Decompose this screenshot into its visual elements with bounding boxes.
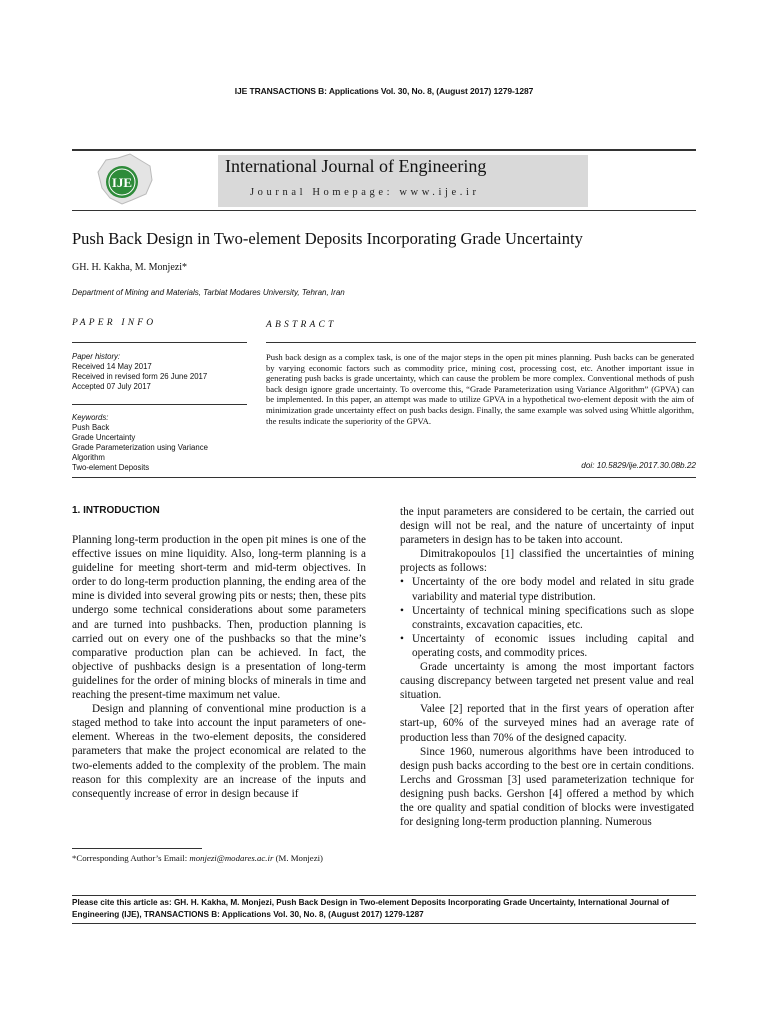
masthead-bottom-rule <box>72 210 696 211</box>
abstract-bottom-rule <box>72 477 696 478</box>
list-item: • Uncertainty of technical mining specifications such as slope constraints, excavation capacities, etc. <box>400 604 694 632</box>
doi: doi: 10.5829/ije.2017.30.08b.22 <box>581 461 696 470</box>
left-column <box>72 533 366 801</box>
authors: GH. H. Kakha, M. Monjezi* <box>72 262 187 273</box>
paragraph: the input parameters are considered to be certain, the carried out design will not be real, and the nature of uncertainty of input parameters in design has to be taken into account. <box>400 506 694 547</box>
abstract-heading: ABSTRACT <box>266 320 337 330</box>
corresponding-author-footnote <box>72 853 366 864</box>
affiliation: Department of Mining and Materials, Tarbiat Modares University, Tehran, Iran <box>72 288 345 297</box>
paragraph: Since 1960, numerous algorithms have been introduced to design push backs according to the best ore in certain conditions. Lerchs and Grossman [3] used parameterization technique for designing push backs. Gershon [4] offered a method by which the ore quality and spatial condition of blocks were investigated for designing long-term production planning. Numerous <box>400 745 694 829</box>
paper-history <box>72 352 252 392</box>
keywords-label: Keywords: <box>72 413 109 422</box>
footnote-label: *Corresponding Author’s Email: <box>72 853 188 863</box>
received-date: Received 14 May 2017 <box>72 362 152 371</box>
revised-date: Received in revised form 26 June 2017 <box>72 372 208 381</box>
masthead-top-rule <box>72 149 696 151</box>
journal-title: International Journal of Engineering <box>225 156 487 176</box>
paragraph: Dimitrakopoulos [1] classified the uncertainties of mining projects as follows: <box>400 548 694 575</box>
keywords-block <box>72 413 252 473</box>
journal-homepage: Journal Homepage: www.ije.ir <box>250 187 480 198</box>
right-column <box>400 505 694 829</box>
abstract-text: Push back design as a complex task, is one of the major steps in the open pit mines planning. Push backs can be generated by varying economic factors such as commodity price, mining cost, processing cost, etc. Another important issue in generating push backs is grade uncertainty, which can cause the problem be more complex. Conventional methods of push back design ignore grade uncertainty. To overcome this, “Grade Parameterization using Variance Algorithm” (GPVA) can be implemented. In this paper, an attempt was made to utilize GPVA in a hypothetical two-element deposit with the aim of minimization grade uncertainty effect on push backs design. Finally, the same example was solved using Whittle algorithm, the results indicate the superiority of the GPVA. <box>266 352 694 426</box>
section-heading-introduction: 1. INTRODUCTION <box>72 505 160 516</box>
paragraph: Design and planning of conventional mine production is a staged method to take into account the input parameters of one-element. Whereas in the two-element deposits, the considered parameters that make the project economical are related to the two-elements added to the complexity of the problem. The main reason for this complexity are an increase of the inputs and consequently increase of error in design because if <box>72 703 366 800</box>
keyword: Push Back <box>72 423 110 432</box>
keyword: Two-element Deposits <box>72 463 150 472</box>
keywords-rule <box>72 404 247 405</box>
paragraph: Grade uncertainty is among the most important factors causing discrepancy between targeted net present value and real situation. <box>400 661 694 702</box>
paragraph: Planning long-term production in the open pit mines is one of the effective issues on mine liquidity. Also, long-term planning is a guideline for meeting short-term and mid-term objectives. In order to do long-term production planning, the ending area of the mine is divided into several growing pits or nests; then, these pits undergo some technical considerations about some parameters and are turned into pushbacks. Then, production planning is carried out on every one of the pushbacks so that the mine’s comparative production plan can be achieved. In fact, the objective of pushbacks design is a presentation of long-term guidelines for the order of mining blocks of minerals in time and reaching the present-time maximum net value. <box>72 534 366 702</box>
journal-logo <box>92 150 158 208</box>
abstract-rule <box>266 342 696 343</box>
keyword: Algorithm <box>72 453 105 462</box>
uncertainty-list <box>400 575 694 660</box>
paper-title: Push Back Design in Two-element Deposits Incorporating Grade Uncertainty <box>72 229 583 248</box>
list-item: • Uncertainty of economic issues including capital and operating costs, and commodity prices. <box>400 632 694 660</box>
list-item: • Uncertainty of the ore body model and related in situ grade variability and material type distribution. <box>400 575 694 603</box>
paper-info-heading: PAPER INFO <box>72 318 157 328</box>
keyword: Grade Uncertainty <box>72 433 136 442</box>
running-head: IJE TRANSACTIONS B: Applications Vol. 30, No. 8, (August 2017) 1279-1287 <box>234 86 534 96</box>
author-name: (M. Monjezi) <box>275 853 323 863</box>
accepted-date: Accepted 07 July 2017 <box>72 382 151 391</box>
author-email[interactable]: monjezi@modares.ac.ir <box>189 853 274 863</box>
history-label: Paper history: <box>72 352 121 361</box>
logo-text: IJE <box>111 175 133 190</box>
keyword: Grade Parameterization using Variance <box>72 443 208 452</box>
citation-box: Please cite this article as: GH. H. Kakha, M. Monjezi, Push Back Design in Two-element Deposits Incorporating Grade Uncertainty, International Journal of Engineering (IJE), TRANSACTIONS B: Applications Vol. 30, No. 8, (August 2017) 1279-1287 <box>72 895 696 924</box>
paragraph: Valee [2] reported that in the first years of operation after start-up, 60% of the surveyed mines had an average rate of production less than 70% of the designed capacity. <box>400 703 694 744</box>
footnote-rule <box>72 848 202 849</box>
paper-info-rule <box>72 342 247 343</box>
